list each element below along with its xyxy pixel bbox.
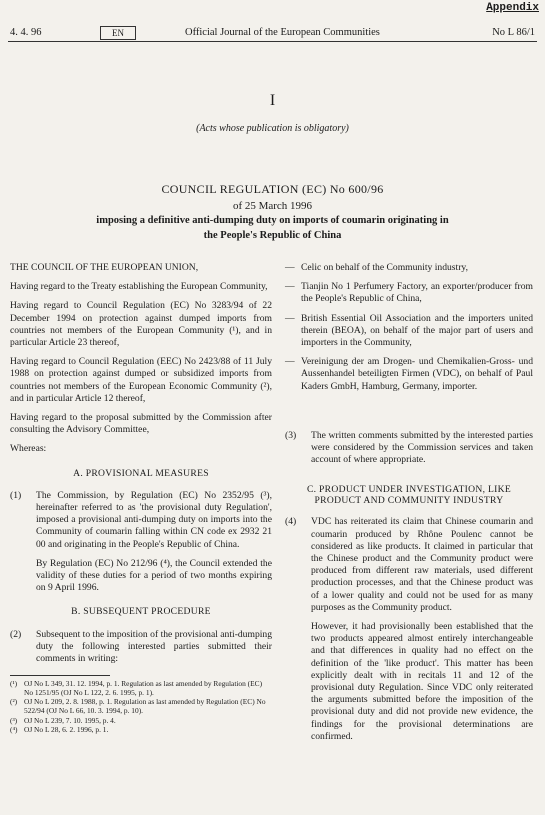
recital-1 [10,490,272,551]
footnote [10,680,272,697]
recital-text: Subsequent to the imposition of the provisional anti-dumping duty the following interested parties submitted their comments in writing: [36,628,272,665]
party-text: Tianjin No 1 Perfumery Factory, an exporter/producer from the People's Republic of China, [301,281,533,305]
recital-1-continued: By Regulation (EC) No 212/96 (⁴), the Council extended the validity of these duties for a period of two months expiring on 9 April 1996. [36,557,272,594]
left-column [10,262,272,736]
right-column [285,262,533,750]
citation-1: Having regard to the Treaty establishing the European Community, [10,281,268,293]
party-text: Vereinigung der am Drogen- und Chemikalien-Gross- und Aussenhandel beteiligten Firmen (VDC), on behalf of Paul Kaders GmbH, Hamburg, Germany, importer. [301,356,533,392]
footnote-text: OJ No L 209, 2. 8. 1988, p. 1. Regulation as last amended by Regulation (EC) No 522/94 (OJ No L 66, 10. 3. 1994, p. 10). [24,697,266,716]
dash-mark: — [285,312,295,324]
party-item [285,313,533,350]
title-line-4: the People's Republic of China [203,230,342,241]
journal-name: Official Journal of the European Communities [185,27,380,38]
council-heading: THE COUNCIL OF THE EUROPEAN UNION, [10,262,199,273]
regulation-title [0,182,545,242]
section-numeral: I [269,92,276,109]
citation-4: Having regard to the proposal submitted by the Commission after consulting the Advisory Committee, [10,412,272,436]
recital-text: The Commission, by Regulation (EC) No 2352/95 (³), hereinafter referred to as 'the provisional duty Regulation', imposed a provisional anti-dumping duty on imports into the Community of coumarin falling within CN code ex 2932 21 00 and originating in the People's Republic of China. [36,489,272,550]
footnote-mark: (⁴) [10,725,18,735]
recital-number: (4) [285,516,297,528]
acts-note: (Acts whose publication is obligatory) [196,123,349,134]
whereas: Whereas: [10,443,47,455]
appendix-label: Appendix [486,2,539,14]
language-box: EN [100,26,136,40]
party-item [285,262,533,274]
journal-header [10,26,535,42]
heading-line: PRODUCT AND COMMUNITY INDUSTRY [314,495,504,507]
footnote [10,698,272,715]
recital-number: (2) [10,628,22,640]
heading-product-under-investigation [285,484,533,506]
heading-line: C. PRODUCT UNDER INVESTIGATION, LIKE [306,484,512,496]
dash-mark: — [285,281,295,293]
footnote-text: OJ No L 239, 7. 10. 1995, p. 4. [24,715,116,725]
title-line-3: imposing a definitive anti-dumping duty on imports of coumarin originating in [96,215,449,226]
footnote-text: OJ No L 349, 31. 12. 1994, p. 1. Regulation as last amended by Regulation (EC) No 1251/95 (OJ No L 122, 2. 6. 1995, p. 1). [24,679,263,697]
spacer [285,400,533,430]
recital-4-continued: However, it had provisionally been established that the two products appeared almost entirely interchangeable and that differences in quality had no effect on the definition of the 'like product'. This matter has been explicitly dealt with in recitals 11 and 12 of the provisional duty Regulation. Since VDC only reiterated the arguments submitted before the imposition of the provisional duty and did not provide new evidence, the findings for the provisional determinations are confirmed. [311,621,533,742]
party-text: Celic on behalf of the Community industry, [301,262,468,273]
header-date: 4. 4. 96 [10,27,42,38]
recital-number: (3) [285,429,297,441]
recital-4 [285,516,533,614]
recital-number: (1) [10,489,22,501]
footnote-mark: (³) [10,715,18,725]
dash-mark: — [285,356,295,368]
heading-provisional-measures: A. PROVISIONAL MEASURES [73,467,209,479]
footnote-rule [10,675,110,676]
journal-reference: No L 86/1 [492,27,535,38]
recital-2 [10,629,272,666]
recital-text: The written comments submitted by the interested parties were considered by the Commission services and taken account of where appropriate. [311,429,533,466]
citation-2: Having regard to Council Regulation (EC) No 3283/94 of 22 December 1994 on protection against dumped imports from countries not members of the European Community (¹), and in particular Article 23 thereof, [10,300,272,349]
title-line-1: COUNCIL REGULATION (EC) No 600/96 [161,182,384,196]
title-line-2: of 25 March 1996 [232,200,313,212]
party-item [285,356,533,393]
footnote-text: OJ No L 28, 6. 2. 1996, p. 1. [24,725,109,735]
footnote-mark: (²) [10,697,18,707]
header-rule [8,41,537,42]
party-text: British Essential Oil Association and the importers united therein (BEOA), on behalf of the major part of users and importers in the Community, [301,312,533,349]
footnote-mark: (¹) [10,679,18,689]
dash-mark: — [285,262,295,273]
recital-text: VDC has reiterated its claim that Chinese coumarin and coumarin produced by Rhône Poulenc cannot be considered as like products. It claimed in particular that the Chinese product and the Community product were produced from different raw materials, used different production processes, and that the Chinese product was of a lower quality and could not be used for as many purposes as the Community product. [311,516,533,613]
recital-3 [285,430,533,467]
footnote [10,717,272,726]
party-item [285,281,533,305]
citation-3: Having regard to Council Regulation (EEC) No 2423/88 of 11 July 1988 on protection against dumped or subsidized imports from countries not members of the European Economic Community (²), and in particular Article 12 thereof, [10,356,272,404]
heading-subsequent-procedure: B. SUBSEQUENT PROCEDURE [71,606,211,618]
footnote [10,726,272,735]
